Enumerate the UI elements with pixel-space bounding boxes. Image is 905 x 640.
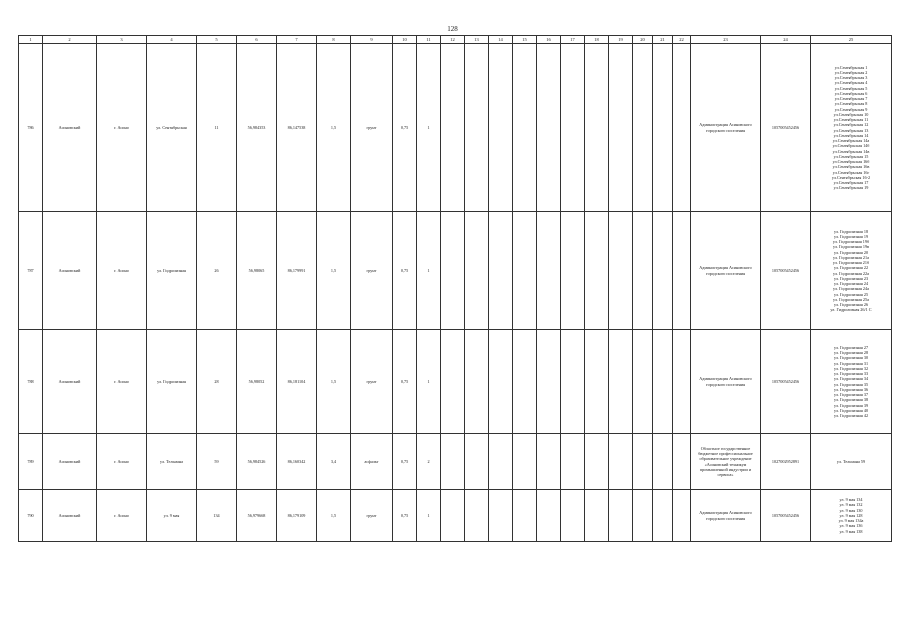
cell-empty xyxy=(561,434,585,490)
source-address: ул. 9 мая 128 xyxy=(839,512,863,518)
source-address: ул. Тельмана 59 xyxy=(836,458,866,464)
cell-surface: грунт xyxy=(351,490,393,542)
cell-empty xyxy=(537,434,561,490)
cell-district: Асиновский xyxy=(43,490,97,542)
cell-empty xyxy=(609,212,633,330)
source-address: ул. Гидролизная 22а xyxy=(833,270,869,276)
cell-empty xyxy=(465,212,489,330)
cell-ogrn: 1057005452456 xyxy=(761,490,811,542)
cell-owner: Администрация Асиновского городского поселения xyxy=(691,44,761,212)
table-row xyxy=(19,212,892,330)
page-number: 128 xyxy=(447,25,458,33)
cell-empty xyxy=(585,490,609,542)
source-address: ул. Гидролизная 35 xyxy=(833,381,869,387)
table-row xyxy=(19,44,892,212)
cell-empty xyxy=(513,330,537,434)
source-address: ул.Сентябрьская 2 xyxy=(834,69,868,75)
cell-area: 1,5 xyxy=(317,212,351,330)
cell-empty xyxy=(513,44,537,212)
cell-empty xyxy=(537,490,561,542)
source-address: ул.Сентябрьская 14а xyxy=(832,138,870,143)
cell-ogrn: 1057005452456 xyxy=(761,44,811,212)
source-address: ул.Сентябрьская 7 xyxy=(834,96,868,101)
cell-empty xyxy=(465,330,489,434)
cell-empty xyxy=(537,44,561,212)
source-address: ул.Сентябрьская 10 xyxy=(833,111,869,117)
cell-street: ул. 9 мая xyxy=(147,490,197,542)
source-address: ул. Гидролизная 25а xyxy=(833,296,869,302)
column-header: 4 xyxy=(147,36,197,44)
cell-empty xyxy=(561,212,585,330)
registry-table xyxy=(18,35,892,542)
cell-count: 1 xyxy=(417,490,441,542)
source-address: ул. Гидролизная 32 xyxy=(833,365,869,371)
cell-volume: 0,75 xyxy=(393,212,417,330)
cell-house: 59 xyxy=(197,434,237,490)
table-row xyxy=(19,434,892,490)
cell-lon: 86,179991 xyxy=(277,212,317,330)
source-address: ул. Гидролизная 28 xyxy=(833,350,869,355)
cell-empty xyxy=(441,490,465,542)
header-row xyxy=(19,36,892,44)
cell-street: ул. Гидролизная xyxy=(147,330,197,434)
cell-empty xyxy=(489,490,513,542)
source-address: ул.Сентябрьская 14б xyxy=(832,143,870,149)
source-address: ул.Сентябрьская 8 xyxy=(834,101,868,107)
column-header: 22 xyxy=(673,36,691,44)
cell-sources xyxy=(811,330,892,434)
cell-lat: 56,984526 xyxy=(237,434,277,490)
cell-empty xyxy=(653,434,673,490)
cell-empty xyxy=(513,434,537,490)
cell-empty xyxy=(633,434,653,490)
cell-empty xyxy=(673,434,691,490)
cell-empty xyxy=(585,434,609,490)
cell-house: 26 xyxy=(197,212,237,330)
source-address: ул.Сентябрьская 16б xyxy=(832,159,870,164)
cell-area: 1,5 xyxy=(317,330,351,434)
cell-empty xyxy=(441,44,465,212)
column-header: 10 xyxy=(393,36,417,44)
cell-owner: Администрация Асиновского городского поселения xyxy=(691,490,761,542)
source-address: ул.Сентябрьская 16г xyxy=(832,169,870,175)
source-address: ул. Гидролизная 23 xyxy=(833,275,869,281)
source-address: ул.Сентябрьская 14 xyxy=(833,132,869,138)
cell-num: 789 xyxy=(19,434,43,490)
source-address: ул.Сентябрьская 19 xyxy=(833,185,869,191)
column-header: 7 xyxy=(277,36,317,44)
cell-surface: грунт xyxy=(351,330,393,434)
cell-empty xyxy=(585,44,609,212)
cell-count: 1 xyxy=(417,44,441,212)
cell-lat: 56,979668 xyxy=(237,490,277,542)
cell-empty xyxy=(633,330,653,434)
cell-count: 1 xyxy=(417,212,441,330)
source-address: ул.Сентябрьская 17 xyxy=(833,180,869,185)
source-address: ул. Гидролизная 19в xyxy=(832,244,870,250)
source-address: ул. Гидролизная 19б xyxy=(832,239,870,244)
column-header: 11 xyxy=(417,36,441,44)
table-row xyxy=(19,490,892,542)
cell-sources xyxy=(811,434,892,490)
column-header: 9 xyxy=(351,36,393,44)
column-header: 2 xyxy=(43,36,97,44)
cell-owner: Администрация Асиновского городского поселения xyxy=(691,212,761,330)
cell-empty xyxy=(489,44,513,212)
cell-num: 786 xyxy=(19,44,43,212)
cell-house: 28 xyxy=(197,330,237,434)
cell-sources xyxy=(811,490,892,542)
source-address: ул.Сентябрьская 4 xyxy=(834,80,868,86)
source-address: ул.Сентябрьская 6 xyxy=(834,90,868,96)
cell-volume: 0,75 xyxy=(393,330,417,434)
cell-num: 787 xyxy=(19,212,43,330)
cell-empty xyxy=(513,212,537,330)
source-address: ул. 9 мая 134а xyxy=(838,518,864,524)
source-address: ул. Гидролизная 27 xyxy=(833,344,869,350)
source-address: ул.Сентябрьская 16-2 xyxy=(831,174,871,180)
cell-empty xyxy=(609,44,633,212)
column-header: 25 xyxy=(811,36,892,44)
source-address: ул. Гидролизная 40 xyxy=(833,407,869,413)
column-header: 23 xyxy=(691,36,761,44)
cell-house: 134 xyxy=(197,490,237,542)
source-address: ул. Гидролизная 24а xyxy=(833,286,869,292)
column-header: 16 xyxy=(537,36,561,44)
source-address: ул. 9 мая 134 xyxy=(839,497,863,503)
cell-sources xyxy=(811,212,892,330)
source-address: ул. Гидролизная 26/1 С xyxy=(830,307,872,313)
cell-empty xyxy=(609,330,633,434)
source-address: ул.Сентябрьская 12 xyxy=(833,122,869,128)
cell-settlement: г. Асино xyxy=(97,44,147,212)
cell-empty xyxy=(585,212,609,330)
cell-settlement: г. Асино xyxy=(97,434,147,490)
cell-owner: Областное государственное бюджетное профессиональное образовательное учреждение «Асиновский техникум промышленной индустрии и сервиса» xyxy=(691,434,761,490)
cell-street: ул. Тельмана xyxy=(147,434,197,490)
cell-volume: 0,75 xyxy=(393,44,417,212)
cell-empty xyxy=(673,44,691,212)
cell-volume: 0,75 xyxy=(393,434,417,490)
cell-sources xyxy=(811,44,892,212)
cell-count: 2 xyxy=(417,434,441,490)
source-address: ул. Гидролизная 39 xyxy=(833,402,869,408)
cell-empty xyxy=(441,212,465,330)
column-header: 5 xyxy=(197,36,237,44)
cell-lon: 86,181104 xyxy=(277,330,317,434)
cell-street: ул. Сентябрьская xyxy=(147,44,197,212)
source-address: ул. Гидролизная 42 xyxy=(833,413,869,418)
column-header: 24 xyxy=(761,36,811,44)
cell-num: 790 xyxy=(19,490,43,542)
cell-house: 11 xyxy=(197,44,237,212)
source-address: ул.Сентябрьская 3 xyxy=(834,75,868,80)
source-address: ул. Гидролизная 33 xyxy=(833,371,869,376)
source-address: ул. Гидролизная 18 xyxy=(833,228,869,234)
source-address: ул. Гидролизная 24 xyxy=(833,281,869,286)
column-header: 13 xyxy=(465,36,489,44)
cell-empty xyxy=(537,212,561,330)
column-header: 15 xyxy=(513,36,537,44)
cell-district: Асиновский xyxy=(43,212,97,330)
cell-area: 1,5 xyxy=(317,44,351,212)
cell-area: 1,5 xyxy=(317,490,351,542)
source-address: ул. Гидролизная 26 xyxy=(833,302,869,307)
cell-lat: 56,984353 xyxy=(237,44,277,212)
cell-surface: грунт xyxy=(351,44,393,212)
cell-empty xyxy=(489,434,513,490)
table-body xyxy=(19,44,892,542)
cell-empty xyxy=(609,434,633,490)
cell-empty xyxy=(653,330,673,434)
cell-district: Асиновский xyxy=(43,44,97,212)
source-address: ул.Сентябрьская 14в xyxy=(832,148,870,154)
column-header: 18 xyxy=(585,36,609,44)
cell-empty xyxy=(465,490,489,542)
cell-empty xyxy=(653,44,673,212)
column-header: 14 xyxy=(489,36,513,44)
cell-empty xyxy=(585,330,609,434)
column-header: 19 xyxy=(609,36,633,44)
cell-empty xyxy=(653,490,673,542)
column-header: 3 xyxy=(97,36,147,44)
cell-empty xyxy=(441,330,465,434)
cell-district: Асиновский xyxy=(43,330,97,434)
source-address: ул.Сентябрьская 16в xyxy=(832,164,870,170)
source-address: ул. 9 мая 138 xyxy=(839,528,863,534)
cell-empty xyxy=(633,44,653,212)
cell-empty xyxy=(489,330,513,434)
cell-empty xyxy=(633,212,653,330)
source-address: ул. Гидролизная 30 xyxy=(833,355,869,361)
cell-district: Асиновский xyxy=(43,434,97,490)
source-address: ул. Гидролизная 20 xyxy=(833,249,869,255)
column-header: 17 xyxy=(561,36,585,44)
cell-num: 788 xyxy=(19,330,43,434)
cell-lon: 86,179109 xyxy=(277,490,317,542)
cell-empty xyxy=(673,212,691,330)
source-address: ул. Гидролизная 38 xyxy=(833,397,869,403)
source-address: ул. Гидролизная 37 xyxy=(833,392,869,397)
source-address: ул.Сентябрьская 13 xyxy=(833,127,869,133)
cell-empty xyxy=(673,490,691,542)
source-address: ул. Гидролизная 36 xyxy=(833,386,869,392)
column-header: 21 xyxy=(653,36,673,44)
cell-settlement: г. Асино xyxy=(97,212,147,330)
cell-volume: 0,75 xyxy=(393,490,417,542)
cell-empty xyxy=(633,490,653,542)
source-address: ул.Сентябрьская 11 xyxy=(833,117,869,122)
cell-empty xyxy=(673,330,691,434)
column-header: 1 xyxy=(19,36,43,44)
table-row xyxy=(19,330,892,434)
cell-lon: 86,160342 xyxy=(277,434,317,490)
cell-area: 3,4 xyxy=(317,434,351,490)
cell-count: 1 xyxy=(417,330,441,434)
cell-settlement: г. Асино xyxy=(97,490,147,542)
cell-ogrn: 1057005452456 xyxy=(761,330,811,434)
source-address: ул. 9 мая 130 xyxy=(839,507,863,513)
cell-owner: Администрация Асиновского городского поселения xyxy=(691,330,761,434)
source-address: ул. 9 мая 136 xyxy=(839,523,863,529)
source-address: ул. Гидролизная 25 xyxy=(833,291,869,297)
cell-empty xyxy=(609,490,633,542)
source-address: ул. Гидролизная 21б xyxy=(832,260,870,265)
cell-ogrn: 1057005452456 xyxy=(761,212,811,330)
source-address: ул.Сентябрьская 5 xyxy=(834,85,868,91)
cell-empty xyxy=(561,490,585,542)
cell-empty xyxy=(537,330,561,434)
cell-empty xyxy=(653,212,673,330)
source-address: ул.Сентябрьская 15 xyxy=(833,153,869,159)
source-address: ул. Гидролизная 19 xyxy=(833,233,869,239)
source-address: ул. Гидролизная 22 xyxy=(833,265,869,271)
source-address: ул. 9 мая 132 xyxy=(839,502,863,508)
cell-lon: 86,147538 xyxy=(277,44,317,212)
column-header: 8 xyxy=(317,36,351,44)
cell-ogrn: 1027002952891 xyxy=(761,434,811,490)
cell-lat: 56,98065 xyxy=(237,212,277,330)
cell-street: ул. Гидролизная xyxy=(147,212,197,330)
cell-empty xyxy=(513,490,537,542)
source-address: ул. Гидролизная 31 xyxy=(833,360,869,366)
cell-empty xyxy=(561,330,585,434)
source-address: ул. Гидролизная 34 xyxy=(833,376,869,382)
cell-lat: 56,98052 xyxy=(237,330,277,434)
column-header: 6 xyxy=(237,36,277,44)
source-address: ул.Сентябрьская 9 xyxy=(834,106,868,112)
cell-empty xyxy=(465,434,489,490)
column-header: 20 xyxy=(633,36,653,44)
cell-empty xyxy=(561,44,585,212)
cell-empty xyxy=(465,44,489,212)
cell-empty xyxy=(489,212,513,330)
cell-surface: грунт xyxy=(351,212,393,330)
source-address: ул. Гидролизная 21а xyxy=(833,254,869,260)
cell-surface: асфальт xyxy=(351,434,393,490)
source-address: ул.Сентябрьская 1 xyxy=(834,64,868,70)
column-header: 12 xyxy=(441,36,465,44)
cell-settlement: г. Асино xyxy=(97,330,147,434)
cell-empty xyxy=(441,434,465,490)
